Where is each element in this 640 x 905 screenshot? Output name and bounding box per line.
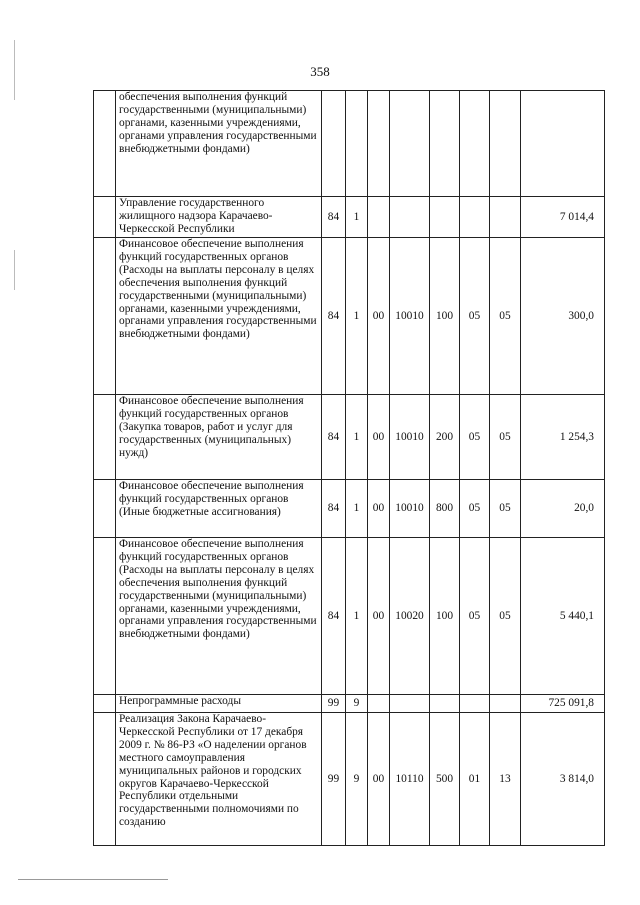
amount-cell: 20,0: [521, 480, 605, 538]
expense-type-cell: 800: [430, 480, 460, 538]
subprogram-code-cell: 00: [368, 395, 390, 480]
subsection-code-cell: 05: [490, 538, 521, 695]
expense-name-cell: Финансовое обеспечение выполнения функций государственных органов (Расходы на выплаты персоналу в целях обеспечения выполнения функций государственными (муниципальными) органами, казенными учреждениями, органами управления государственными внебюджетными фондами): [116, 238, 322, 395]
ministry-code-cell: 99: [322, 713, 346, 846]
expense-type-cell: 100: [430, 238, 460, 395]
amount-cell: 3 814,0: [521, 713, 605, 846]
subprogram-code-cell: [368, 695, 390, 713]
expense-name-cell: Финансовое обеспечение выполнения функций государственных органов (Расходы на выплаты персоналу в целях обеспечения выполнения функций государственными (муниципальными) органами, казенными учреждениями, органами управления государственными внебюджетными фондами): [116, 538, 322, 695]
program-code-cell: 9: [346, 695, 368, 713]
direction-code-cell: [390, 197, 430, 238]
expense-name-cell: Реализация Закона Карачаево-Черкесской Республики от 17 декабря 2009 г. № 86-РЗ «О наделении органов местного самоуправления муниципальных районов и городских округов Карачаево-Черкесской Республики отдельными государственными полномочиями по созданию: [116, 713, 322, 846]
expense-type-cell: 100: [430, 538, 460, 695]
expense-name-cell: Финансовое обеспечение выполнения функций государственных органов (Закупка товаров, работ и услуг для государственных (муниципальных) нужд): [116, 395, 322, 480]
expense-name-cell: Непрограммные расходы: [116, 695, 322, 713]
section-code-cell: 05: [460, 238, 490, 395]
subprogram-code-cell: 00: [368, 480, 390, 538]
budget-table: [93, 90, 605, 846]
program-code-cell: 1: [346, 480, 368, 538]
ministry-code-cell: [322, 91, 346, 197]
program-code-cell: 1: [346, 197, 368, 238]
blank-cell: [94, 197, 116, 238]
direction-code-cell: 10110: [390, 713, 430, 846]
blank-cell: [94, 91, 116, 197]
direction-code-cell: 10020: [390, 538, 430, 695]
amount-cell: 5 440,1: [521, 538, 605, 695]
table-row: [94, 395, 605, 480]
expense-type-cell: 500: [430, 713, 460, 846]
section-code-cell: [460, 91, 490, 197]
table-row: [94, 695, 605, 713]
expense-name-cell: обеспечения выполнения функций государственными (муниципальными) органами, казенными учреждениями, органами управления государственными внебюджетными фондами): [116, 91, 322, 197]
subprogram-code-cell: 00: [368, 713, 390, 846]
subsection-code-cell: [490, 197, 521, 238]
ministry-code-cell: 84: [322, 538, 346, 695]
table-row: [94, 197, 605, 238]
table-row: [94, 538, 605, 695]
subsection-code-cell: 05: [490, 238, 521, 395]
program-code-cell: 1: [346, 395, 368, 480]
direction-code-cell: 10010: [390, 395, 430, 480]
table-row: [94, 480, 605, 538]
subprogram-code-cell: 00: [368, 538, 390, 695]
direction-code-cell: [390, 695, 430, 713]
page-number: 358: [310, 64, 330, 79]
section-code-cell: 05: [460, 538, 490, 695]
scan-artifact: [14, 250, 15, 290]
section-code-cell: [460, 197, 490, 238]
program-code-cell: 1: [346, 238, 368, 395]
subprogram-code-cell: [368, 197, 390, 238]
subsection-code-cell: [490, 91, 521, 197]
section-code-cell: [460, 695, 490, 713]
blank-cell: [94, 713, 116, 846]
amount-cell: [521, 91, 605, 197]
ministry-code-cell: 84: [322, 395, 346, 480]
expense-name-cell: Финансовое обеспечение выполнения функций государственных органов (Иные бюджетные ассигнования): [116, 480, 322, 538]
expense-type-cell: [430, 91, 460, 197]
ministry-code-cell: 84: [322, 238, 346, 395]
amount-cell: 7 014,4: [521, 197, 605, 238]
subsection-code-cell: [490, 695, 521, 713]
amount-cell: 1 254,3: [521, 395, 605, 480]
expense-type-cell: 200: [430, 395, 460, 480]
blank-cell: [94, 238, 116, 395]
blank-cell: [94, 395, 116, 480]
expense-type-cell: [430, 695, 460, 713]
program-code-cell: 1: [346, 538, 368, 695]
ministry-code-cell: 84: [322, 197, 346, 238]
expense-name-cell: Управление государственного жилищного надзора Карачаево-Черкесской Республики: [116, 197, 322, 238]
amount-cell: 725 091,8: [521, 695, 605, 713]
blank-cell: [94, 538, 116, 695]
program-code-cell: 9: [346, 713, 368, 846]
section-code-cell: 05: [460, 395, 490, 480]
section-code-cell: 05: [460, 480, 490, 538]
table-row: [94, 713, 605, 846]
direction-code-cell: 10010: [390, 238, 430, 395]
subprogram-code-cell: 00: [368, 238, 390, 395]
program-code-cell: [346, 91, 368, 197]
blank-cell: [94, 480, 116, 538]
expense-type-cell: [430, 197, 460, 238]
amount-cell: 300,0: [521, 238, 605, 395]
ministry-code-cell: 99: [322, 695, 346, 713]
blank-cell: [94, 695, 116, 713]
subsection-code-cell: 05: [490, 395, 521, 480]
subsection-code-cell: 13: [490, 713, 521, 846]
table-row: [94, 91, 605, 197]
direction-code-cell: [390, 91, 430, 197]
section-code-cell: 01: [460, 713, 490, 846]
subsection-code-cell: 05: [490, 480, 521, 538]
direction-code-cell: 10010: [390, 480, 430, 538]
scan-artifact: [18, 879, 168, 880]
table-row: [94, 238, 605, 395]
ministry-code-cell: 84: [322, 480, 346, 538]
subprogram-code-cell: [368, 91, 390, 197]
